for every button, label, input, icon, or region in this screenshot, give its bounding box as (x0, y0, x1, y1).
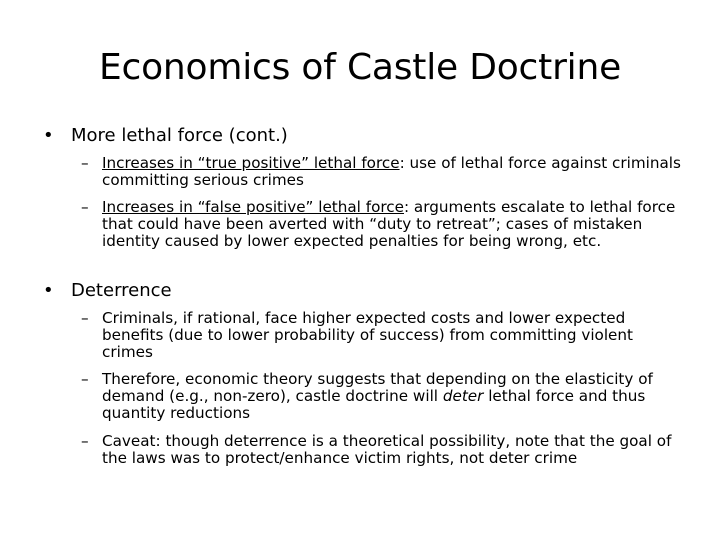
sub-bullet-text (102, 199, 681, 250)
bullet-icon: • (43, 125, 54, 146)
sub-bullet-rest: : arguments escalate to lethal force that could have been averted with “duty to retreat”; cases of mistaken identity caused by lower expected penalties for being wrong, etc. (102, 198, 676, 250)
sub-bullet-text: Caveat: though deterrence is a theoretical possibility, note that the goal of the laws was to protect/enhance victim rights, not deter crime (102, 432, 672, 467)
slide-title: Economics of Castle Doctrine (98, 47, 622, 88)
sub-bullet-text (102, 155, 681, 189)
sub-bullet-true-positive (81, 155, 681, 189)
sub-bullet-false-positive (81, 199, 681, 250)
sub-bullet-therefore (81, 371, 681, 422)
bullet-label: Deterrence (71, 280, 172, 301)
sub-bullet-after: lethal force and thus quantity reductions (102, 387, 646, 422)
sub-bullet-criminals (81, 310, 681, 361)
underlined-term: Increases in “false positive” lethal force (102, 198, 404, 216)
dash-icon: – (81, 309, 89, 327)
dash-icon: – (81, 432, 89, 450)
sub-bullet-before: Therefore, economic theory suggests that depending on the elasticity of demand (e.g., non-zero), castle doctrine will (102, 370, 653, 405)
sub-bullet-caveat (81, 433, 681, 467)
bullet-more-lethal-force (43, 125, 288, 147)
sub-bullet-rest: : use of lethal force against criminals committing serious crimes (102, 154, 681, 189)
dash-icon: – (81, 370, 89, 388)
underlined-term: Increases in “true positive” lethal force (102, 154, 400, 172)
bullet-label: More lethal force (cont.) (71, 125, 288, 146)
bullet-icon: • (43, 280, 54, 301)
dash-icon: – (81, 198, 89, 216)
italic-word: deter (442, 387, 484, 405)
bullet-deterrence (43, 280, 172, 302)
sub-bullet-text (102, 371, 681, 422)
sub-bullet-text: Criminals, if rational, face higher expected costs and lower expected benefits (due to lower probability of success) from committing violent crimes (102, 309, 633, 361)
dash-icon: – (81, 154, 89, 172)
